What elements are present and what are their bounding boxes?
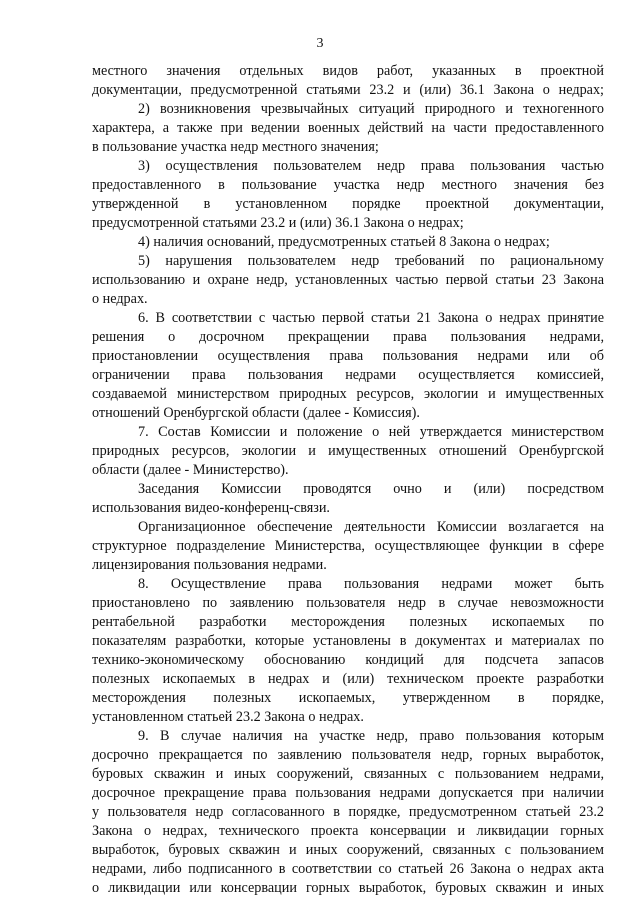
text-line: о недрах. [92, 291, 148, 307]
text-line: характера, а также при ведении военных действий на части предоставленного [92, 120, 604, 136]
text-line: месторождения полезных ископаемых, утвержденном в порядке, [92, 690, 604, 706]
text-line: ограничении права пользования недрами осуществляется комиссией, [92, 367, 604, 383]
text-line: рентабельной разработки месторождения полезных ископаемых по [92, 614, 604, 630]
text-line: предоставленного в пользование участка недр местного значения без [92, 177, 604, 193]
text-line: предусмотренной статьями 23.2 и (или) 36.1 Закона о недрах; [92, 215, 464, 231]
text-line: отношений Оренбургской области (далее - Комиссия). [92, 405, 420, 421]
text-line: области (далее - Министерство). [92, 462, 289, 478]
text-line: в пользование участка недр местного значения; [92, 139, 379, 155]
text-line: недрами, либо подписанного в соответствии со статьей 26 Закона о недрах акта [92, 861, 604, 877]
text-line: показателям разработки, которые установлены в документах и материалах по [92, 633, 604, 649]
text-line: Заседания Комиссии проводятся очно и (или) посредством [138, 481, 604, 497]
text-line: создаваемой министерством природных ресурсов, экологии и имущественных [92, 386, 604, 402]
text-line: буровых скважин и иных сооружений, связанных с пользованием недрами, [92, 766, 604, 782]
text-line: 5) нарушения пользователем недр требований по рациональному [138, 253, 604, 269]
text-line: досрочное прекращение права пользования недрами допускается при наличии [92, 785, 604, 801]
text-line: установленном статьей 23.2 Закона о недрах. [92, 709, 364, 725]
text-line: полезных ископаемых в недрах и (или) техническом проекте разработки [92, 671, 604, 687]
text-line: технико-экономическому обоснованию кондиций для подсчета запасов [92, 652, 604, 668]
text-line: местного значения отдельных видов работ, указанных в проектной [92, 63, 604, 79]
text-line: структурное подразделение Министерства, осуществляющее функции в сфере [92, 538, 604, 554]
text-line: 4) наличия оснований, предусмотренных статьей 8 Закона о недрах; [138, 234, 550, 250]
text-line: 8. Осуществление права пользования недрами может быть [138, 576, 604, 592]
text-line: Организационное обеспечение деятельности Комиссии возлагается на [138, 519, 604, 535]
text-line: 6. В соответствии с частью первой статьи 21 Закона о недрах принятие [138, 310, 604, 326]
document-body [92, 62, 604, 898]
text-line: выработок, буровых скважин и иных сооружений, связанных с пользованием [92, 842, 604, 858]
text-line: 9. В случае наличия на участке недр, право пользования которым [138, 728, 604, 744]
text-line: приостановлено по заявлению пользователя недр в случае невозможности [92, 595, 604, 611]
text-line: досрочно прекращается по заявлению пользователя недр, горных выработок, [92, 747, 604, 763]
text-line: у пользователя недр согласованного в порядке, предусмотренном статьей 23.2 [92, 804, 604, 820]
text-line: 2) возникновения чрезвычайных ситуаций природного и техногенного [138, 101, 604, 117]
text-line: использования видео-конференц-связи. [92, 500, 330, 516]
text-line: природных ресурсов, экологии и имущественных отношений Оренбургской [92, 443, 604, 459]
text-line: использованию и охране недр, установленных частью первой статьи 23 Закона [92, 272, 604, 288]
text-line: лицензирования пользования недрами. [92, 557, 327, 573]
page-number: 3 [316, 36, 324, 51]
text-line: документации, предусмотренной статьями 23.2 и (или) 36.1 Закона о недрах; [92, 82, 604, 98]
text-line: утвержденной в установленном порядке проектной документации, [92, 196, 604, 212]
text-line: Закона о недрах, технического проекта консервации и ликвидации горных [92, 823, 604, 839]
text-line: 7. Состав Комиссии и положение о ней утверждается министерством [138, 424, 604, 440]
text-line: 3) осуществления пользователем недр права пользования частью [138, 158, 604, 174]
text-line: решения о досрочном прекращении права пользования недрами, [92, 329, 604, 345]
text-line: приостановлении осуществления права пользования недрами или об [92, 348, 604, 364]
text-line: о ликвидации или консервации горных выработок, буровых скважин и иных [92, 880, 604, 896]
